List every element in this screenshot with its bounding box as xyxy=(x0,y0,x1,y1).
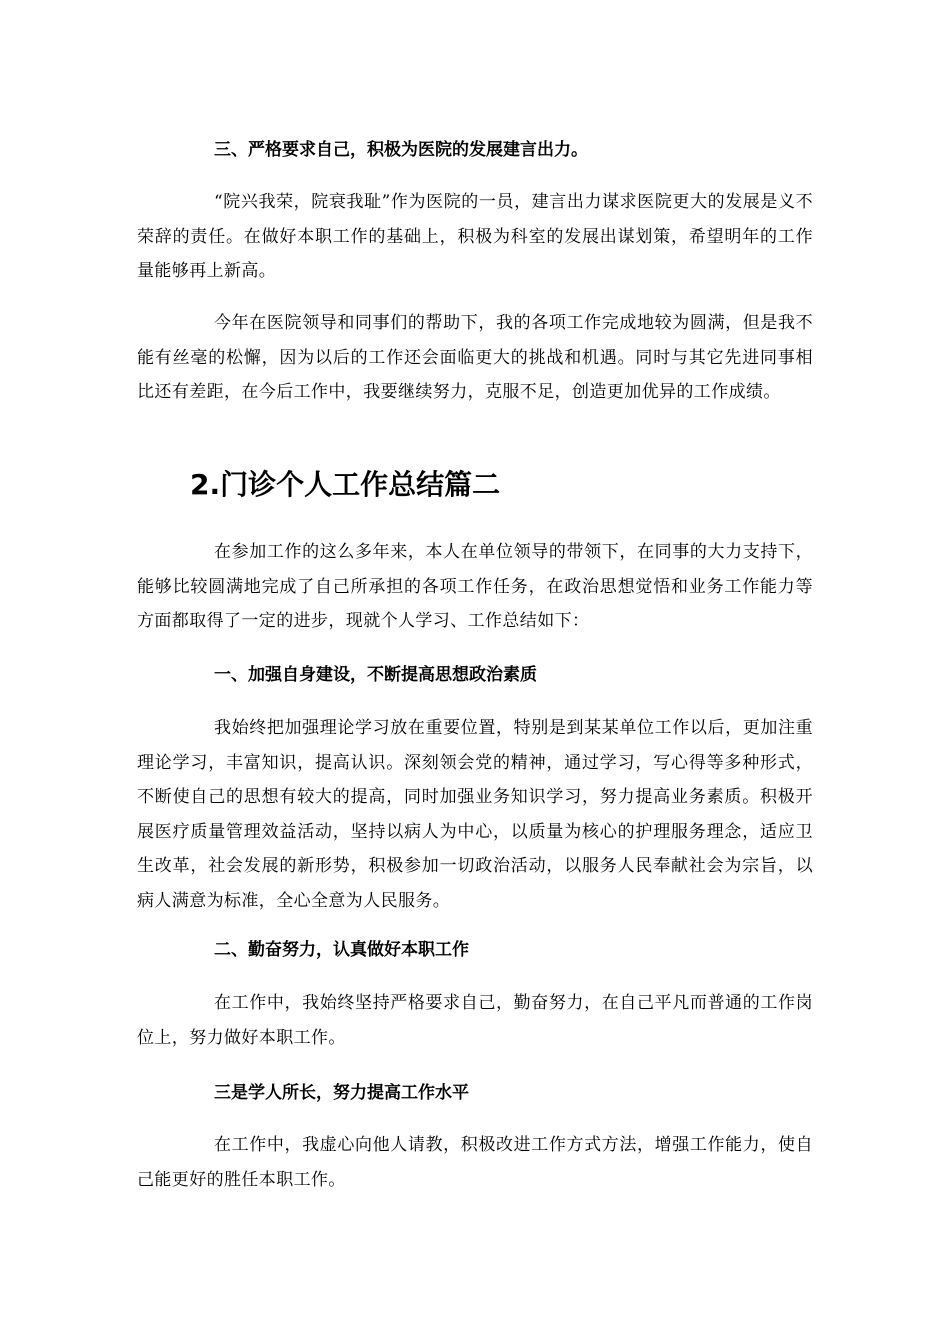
heading-self-construction: 一、加强自身建设，不断提高思想政治素质 xyxy=(214,665,537,685)
paragraph-diligent-work: 在工作中，我始终坚持严格要求自己，勤奋努力，在自己平凡而普通的工作岗位上，努力做好本职工作。 xyxy=(137,993,813,1048)
paragraph-hospital-pride: “院兴我荣，院衰我耻”作为医院的一员，建言出力谋求医院更大的发展是义不荣辞的责任。在做好本职工作的基础上，积极为科室的发展出谋划策，希望明年的工作量能够再上新高。 xyxy=(137,192,813,281)
paragraph-theory-study: 我始终把加强理论学习放在重要位置，特别是到某某单位工作以后，更加注重理论学习，丰富知识，提高认识。深刻领会党的精神，通过学习，写心得等多种形式，不断使自己的思想有较大的提高，同时加强业务知识学习，努力提高业务素质。积极开展医疗质量管理效益活动，坚持以病人为中心，以质量为核心的护理服务理念，适应卫生改革，社会发展的新形势，积极参加一切政治活动，以服务人民奉献社会为宗旨，以病人满意为标准，全心全意为人民服务。 xyxy=(137,718,813,911)
heading-diligent-work: 二、勤奋努力，认真做好本职工作 xyxy=(214,940,469,960)
paragraph-year-summary: 今年在医院领导和同事们的帮助下，我的各项工作完成地较为圆满，但是我不能有丝毫的松懈，因为以后的工作还会面临更大的挑战和机遇。同时与其它先进同事相比还有差距，在今后工作中，我要继续努力，克服不足，创造更加优异的工作成绩。 xyxy=(137,313,813,402)
paragraph-learn-from-others: 在工作中，我虚心向他人请教，积极改进工作方式方法，增强工作能力，使自己能更好的胜任本职工作。 xyxy=(137,1135,813,1190)
heading-learn-from-others: 三是学人所长，努力提高工作水平 xyxy=(214,1083,469,1103)
section-title-part-two: 2.门诊个人工作总结篇二 xyxy=(190,468,501,501)
section-heading-strict-requirements: 三、严格要求自己，积极为医院的发展建言出力。 xyxy=(214,140,588,160)
paragraph-intro: 在参加工作的这么多年来，本人在单位领导的带领下，在同事的大力支持下，能够比较圆满地完成了自己所承担的各项工作任务，在政治思想觉悟和业务工作能力等方面都取得了一定的进步，现就个人学习、工作总结如下： xyxy=(137,542,813,631)
